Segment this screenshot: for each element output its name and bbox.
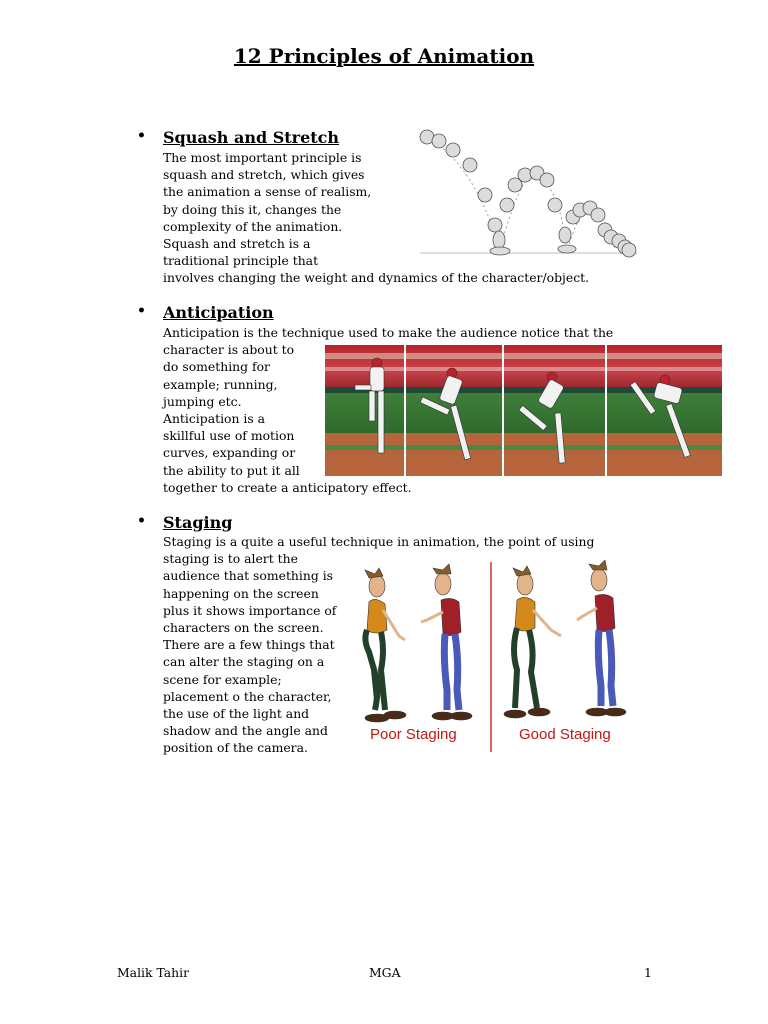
body-line: characters on the screen. bbox=[163, 620, 324, 636]
body-line: the use of the light and bbox=[163, 706, 310, 722]
footer-center: MGA bbox=[369, 965, 401, 980]
body-line: squash and stretch, which gives bbox=[163, 167, 365, 183]
section-heading-anticipation: Anticipation bbox=[163, 303, 274, 322]
section-heading-squash-stretch: Squash and Stretch bbox=[163, 128, 340, 147]
bullet-marker: • bbox=[137, 128, 146, 144]
body-line: Anticipation is the technique used to make the audience notice that the bbox=[163, 325, 614, 340]
body-line: scene for example; bbox=[163, 671, 282, 687]
staging-comparison-figure bbox=[355, 560, 640, 755]
body-line: example; running, bbox=[163, 376, 278, 392]
footer-author: Malik Tahir bbox=[117, 965, 190, 980]
section-heading-staging: Staging bbox=[163, 513, 233, 532]
poor-staging-label: Poor Staging bbox=[370, 726, 457, 743]
body-line: shadow and the angle and bbox=[163, 723, 328, 739]
body-line: jumping etc. bbox=[163, 393, 242, 409]
body-line: Staging is a quite a useful technique in animation, the point of using bbox=[163, 534, 595, 549]
body-line: There are a few things that bbox=[163, 637, 335, 653]
body-line: audience that something is bbox=[163, 568, 334, 584]
bullet-marker: • bbox=[137, 303, 146, 319]
body-line: staging is to alert the bbox=[163, 551, 298, 567]
body-line: by doing this it, changes the bbox=[163, 201, 342, 217]
body-line: character is about to bbox=[163, 342, 295, 358]
body-line: the ability to put it all bbox=[163, 462, 300, 478]
body-line: do something for bbox=[163, 359, 270, 375]
body-line: together to create a anticipatory effect. bbox=[163, 479, 412, 495]
body-line: happening on the screen bbox=[163, 585, 319, 601]
body-line: plus it shows importance of bbox=[163, 602, 337, 618]
footer-page-number: 1 bbox=[644, 965, 652, 980]
body-line: position of the camera. bbox=[163, 740, 308, 756]
good-staging-label: Good Staging bbox=[519, 726, 611, 743]
page-title: 12 Principles of Animation bbox=[233, 44, 535, 68]
body-line: traditional principle that bbox=[163, 253, 319, 269]
body-line: involves changing the weight and dynamics of the character/object. bbox=[163, 270, 590, 286]
body-line: the animation a sense of realism, bbox=[163, 184, 372, 200]
body-line: placement o the character, bbox=[163, 688, 332, 704]
body-line: complexity of the animation. bbox=[163, 218, 343, 234]
bouncing-ball-illustration bbox=[415, 125, 640, 265]
body-line: skillful use of motion bbox=[163, 428, 295, 444]
pitcher-sequence-photo bbox=[325, 345, 722, 476]
body-line: can alter the staging on a bbox=[163, 654, 325, 670]
body-line: Anticipation is a bbox=[163, 411, 266, 427]
body-line: The most important principle is bbox=[163, 150, 362, 165]
body-line: curves, expanding or bbox=[163, 445, 296, 461]
body-line: Squash and stretch is a bbox=[163, 236, 311, 252]
bullet-marker: • bbox=[137, 513, 146, 529]
